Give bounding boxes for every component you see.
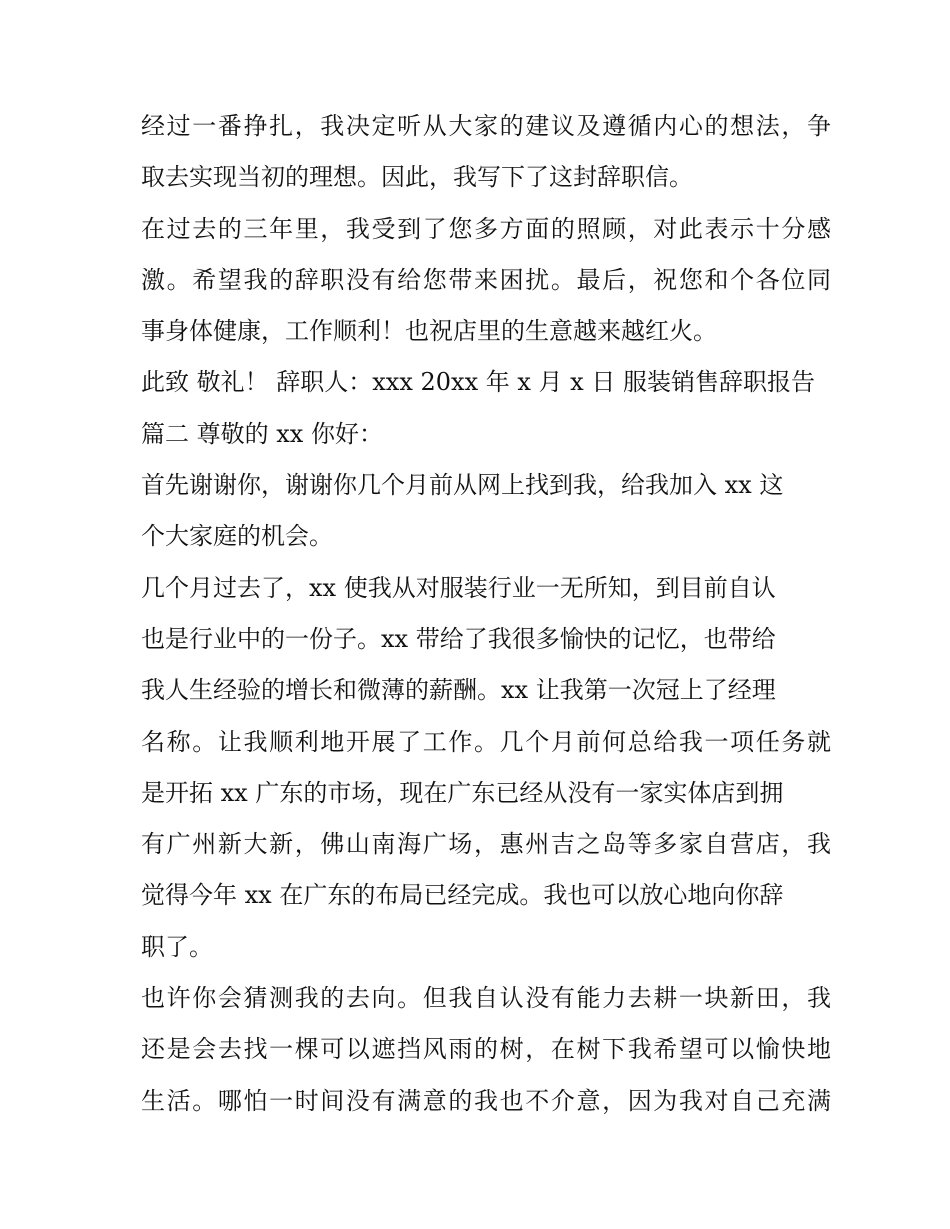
text-line: 经过一番挣扎，我决定听从大家的建议及遵循内心的想法，争 <box>141 112 831 140</box>
text-line: 名称。让我顺利地开展了工作。几个月前何总给我一项任务就 <box>141 727 831 756</box>
text-line: 觉得今年 xx 在广东的布局已经完成。我也可以放心地向你辞 <box>141 881 784 910</box>
text-line: 首先谢谢你，谢谢你几个月前从网上找到我，给我加入 xx 这 <box>141 471 784 500</box>
text-line: 个大家庭的机会。 <box>141 522 333 551</box>
text-line: 也许你会猜测我的去向。但我自认没有能力去耕一块新田，我 <box>141 984 831 1013</box>
text-line: 在过去的三年里，我受到了您多方面的照顾，对此表示十分感 <box>141 214 831 243</box>
text-line: 还是会去找一棵可以遮挡风雨的树，在树下我希望可以愉快地 <box>141 1035 831 1064</box>
text-line: 事身体健康，工作顺利！也祝店里的生意越来越红火。 <box>141 317 717 346</box>
text-line: 职了。 <box>141 932 213 961</box>
letter-body <box>141 101 831 1127</box>
text-line: 篇二 尊敬的 xx 你好： <box>141 419 383 448</box>
text-line: 有广州新大新，佛山南海广场，惠州吉之岛等多家自营店，我 <box>141 830 831 859</box>
text-line: 几个月过去了，xx 使我从对服装行业一无所知，到目前自认 <box>141 573 776 602</box>
text-line: 激。希望我的辞职没有给您带来困扰。最后，祝您和个各位同 <box>141 265 831 294</box>
text-line: 是开拓 xx 广东的市场，现在广东已经从没有一家实体店到拥 <box>141 778 784 807</box>
text-line: 我人生经验的增长和微薄的薪酬。xx 让我第一次冠上了经理 <box>141 676 776 705</box>
text-line: 生活。哪怕一时间没有满意的我也不介意，因为我对自己充满 <box>141 1086 831 1115</box>
text-line: 也是行业中的一份子。xx 带给了我很多愉快的记忆，也带给 <box>141 624 776 653</box>
text-line: 此致 敬礼！ 辞职人：xxx 20xx 年 x 月 x 日 服装销售辞职报告 <box>141 368 815 397</box>
text-line: 取去实现当初的理想。因此，我写下了这封辞职信。 <box>141 163 693 192</box>
